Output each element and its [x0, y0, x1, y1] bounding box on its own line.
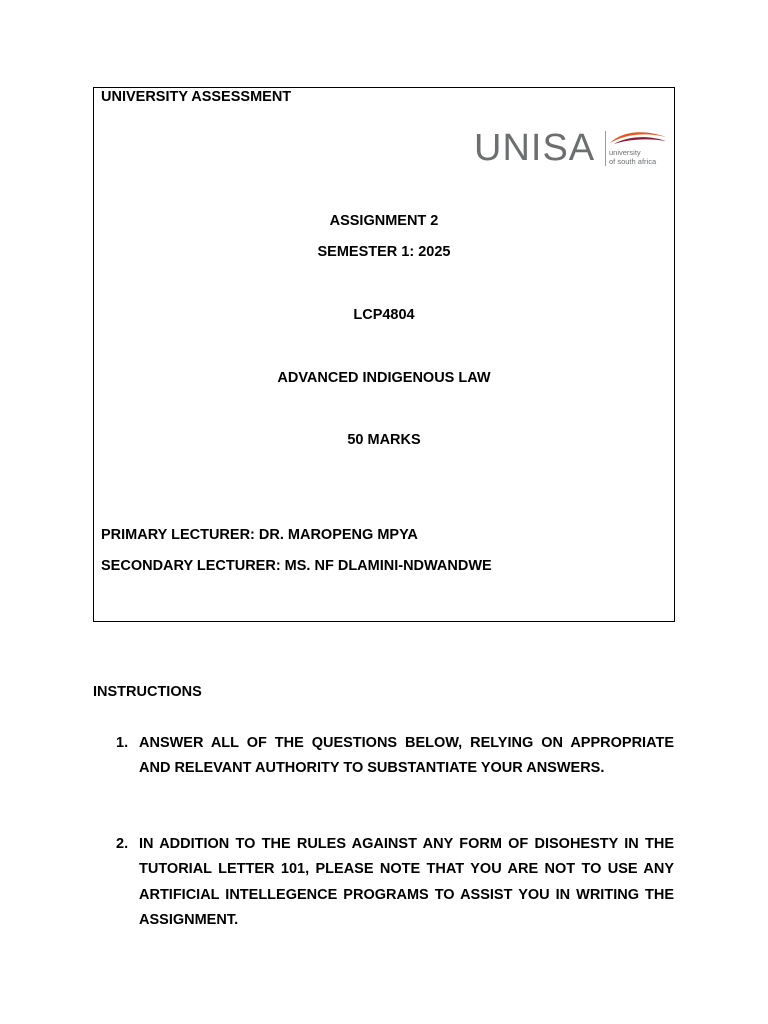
logo-subtitle: [609, 148, 656, 166]
assessment-label: UNIVERSITY ASSESSMENT: [101, 89, 292, 105]
marks: 50 MARKS: [347, 432, 421, 448]
instruction-text: IN ADDITION TO THE RULES AGAINST ANY FORM OF DISOHESTY IN THE TUTORIAL LETTER 101, PLEASE NOTE THAT YOU ARE NOT TO USE ANY ARTIFICIAL INTELLEGENCE PROGRAMS TO ASSIST YOU IN WRITING THE ASSIGNMENT.: [139, 836, 674, 928]
semester: SEMESTER 1: 2025: [317, 244, 451, 260]
logo-swoosh-icon: [608, 127, 668, 145]
logo-wordmark: UNISA: [474, 127, 596, 169]
instructions-heading: INSTRUCTIONS: [93, 684, 202, 700]
logo-subtitle-line2: of south africa: [609, 157, 657, 166]
instruction-text: ANSWER ALL OF THE QUESTIONS BELOW, RELYING ON APPROPRIATE AND RELEVANT AUTHORITY TO SUBSTANTIATE YOUR ANSWERS.: [139, 735, 674, 777]
module-name: ADVANCED INDIGENOUS LAW: [277, 370, 491, 386]
logo-divider: [605, 131, 606, 166]
instruction-number: 2.: [116, 836, 129, 852]
logo-subtitle-line1: university: [609, 148, 641, 157]
assignment-number: ASSIGNMENT 2: [329, 213, 439, 229]
instruction-number: 1.: [116, 735, 129, 751]
primary-lecturer: PRIMARY LECTURER: DR. MAROPENG MPYA: [101, 527, 418, 543]
secondary-lecturer: SECONDARY LECTURER: MS. NF DLAMINI-NDWANDWE: [101, 558, 492, 574]
unisa-logo: [474, 126, 668, 170]
cover-box: [93, 87, 675, 622]
module-code: LCP4804: [353, 307, 415, 323]
